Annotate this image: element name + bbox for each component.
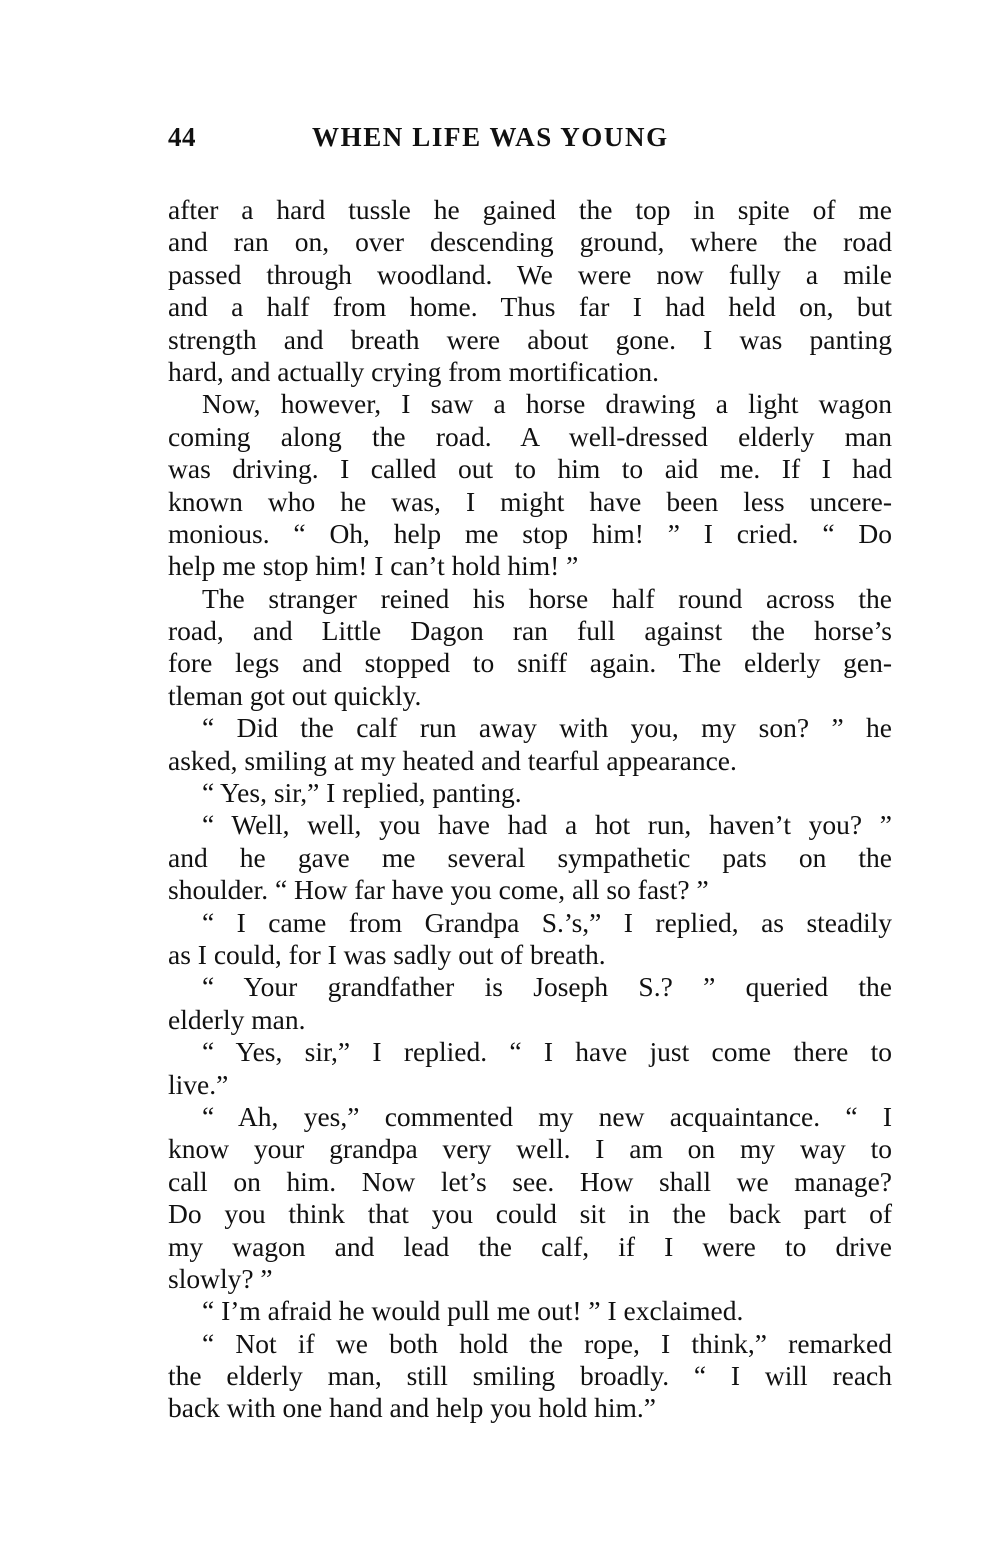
text-line: know your grandpa very well. I am on my way to (168, 1133, 892, 1165)
text-line: back with one hand and help you hold him.” (168, 1392, 657, 1424)
body-text (168, 194, 892, 1425)
text-line: “ Did the calf run away with you, my son? ” he (202, 712, 892, 744)
text-line: hard, and actually crying from mortification. (168, 355, 660, 387)
text-line: “ Your grandfather is Joseph S.? ” queried the (202, 971, 892, 1003)
text-line: “ Yes, sir,” I replied, panting. (202, 777, 522, 809)
text-line: fore legs and stopped to sniff again. The elderly gen- (168, 647, 892, 679)
page-header (168, 122, 752, 162)
text-line: “ Yes, sir,” I replied. “ I have just come there to (202, 1036, 892, 1068)
text-line: Do you think that you could sit in the back part of (168, 1198, 892, 1230)
text-line: my wagon and lead the calf, if I were to drive (168, 1230, 892, 1262)
page-number: 44 (168, 122, 196, 152)
text-line: asked, smiling at my heated and tearful appearance. (168, 744, 737, 776)
text-line: tleman got out quickly. (168, 679, 422, 711)
text-line: was driving. I called out to him to aid me. If I had (168, 453, 892, 485)
text-line: and ran on, over descending ground, where the road (168, 226, 892, 258)
text-line: help me stop him! I can’t hold him! ” (168, 550, 579, 582)
text-line: call on him. Now let’s see. How shall we manage? (168, 1165, 892, 1197)
text-line: strength and breath were about gone. I was panting (168, 323, 892, 355)
text-line: Now, however, I saw a horse drawing a light wagon (202, 388, 892, 420)
running-title: WHEN LIFE WAS YOUNG (312, 122, 669, 152)
text-line: coming along the road. A well-dressed elderly man (168, 420, 892, 452)
text-line: and a half from home. Thus far I had held on, but (168, 291, 892, 323)
text-line: after a hard tussle he gained the top in spite of me (168, 194, 892, 225)
text-line: as I could, for I was sadly out of breath. (168, 938, 606, 970)
text-line: live.” (168, 1068, 229, 1100)
text-line: elderly man. (168, 1003, 306, 1035)
text-line: known who he was, I might have been less uncere- (168, 485, 892, 517)
text-line: road, and Little Dagon ran full against the horse’s (168, 615, 892, 647)
text-line: “ I came from Grandpa S.’s,” I replied, as steadily (202, 906, 892, 938)
text-line: The stranger reined his horse half round across the (202, 582, 892, 614)
text-line: monious. “ Oh, help me stop him! ” I cried. “ Do (168, 517, 892, 549)
text-line: shoulder. “ How far have you come, all so fast? ” (168, 874, 709, 906)
text-line: “ Not if we both hold the rope, I think,” remarked (202, 1327, 892, 1359)
text-line: and he gave me several sympathetic pats on the (168, 841, 892, 873)
text-line: “ Ah, yes,” commented my new acquaintance. “ I (202, 1100, 892, 1132)
text-line: “ Well, well, you have had a hot run, haven’t you? ” (202, 809, 892, 841)
text-line: “ I’m afraid he would pull me out! ” I exclaimed. (202, 1295, 744, 1327)
text-line: passed through woodland. We were now fully a mile (168, 258, 892, 290)
text-line: slowly? ” (168, 1262, 273, 1294)
text-line: the elderly man, still smiling broadly. “ I will reach (168, 1360, 892, 1392)
